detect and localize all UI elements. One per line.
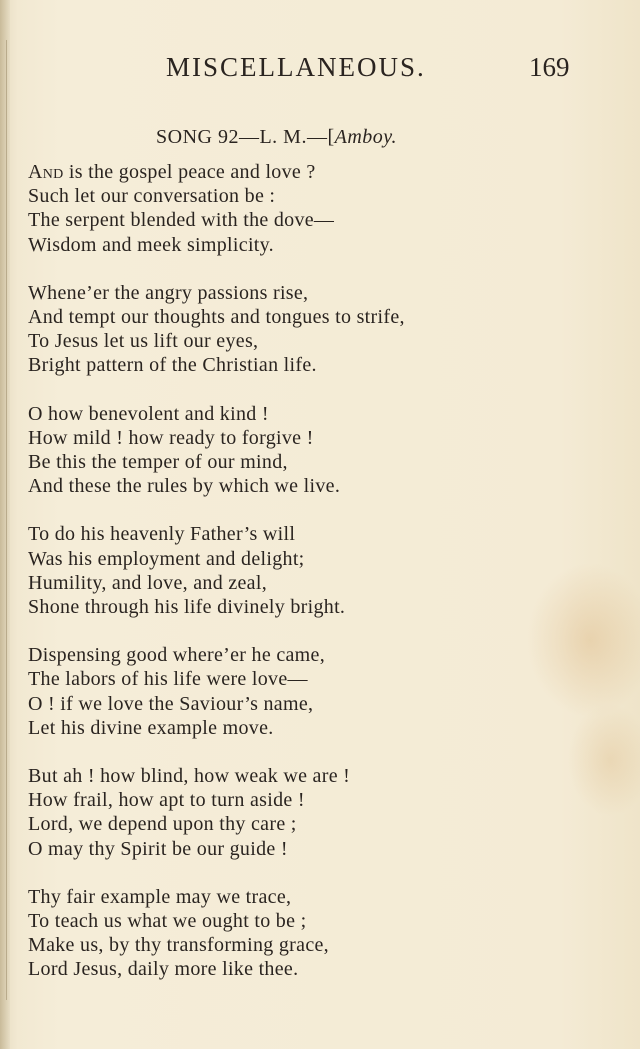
first-word: And <box>28 161 64 183</box>
stanza-line: Shone through his life divinely bright. <box>28 596 346 619</box>
stanza-line <box>28 160 618 184</box>
stanza-line: Make us, by thy transforming grace, <box>28 934 329 957</box>
song-heading-text: SONG 92—L. M.—[ <box>156 126 335 148</box>
page-number: 169 <box>529 52 570 82</box>
stanza-2 <box>28 281 618 378</box>
hymn-text <box>28 160 618 1006</box>
stanza-line: Humility, and love, and zeal, <box>28 571 268 594</box>
song-heading <box>156 126 397 149</box>
stanza-line: Lord, we depend upon thy care ; <box>28 813 297 836</box>
page-gutter <box>0 0 10 1049</box>
stanza-line: Was his employment and delight; <box>28 547 305 570</box>
stanza-1 <box>28 160 618 257</box>
stanza-line: And these the rules by which we live. <box>28 475 341 498</box>
stanza-line: To Jesus let us lift our eyes, <box>28 330 259 353</box>
stanza-4 <box>28 522 618 619</box>
stanza-line: Dispensing good where’er he came, <box>28 644 326 667</box>
stanza-line: How frail, how apt to turn aside ! <box>28 789 305 812</box>
stanza-6 <box>28 764 618 861</box>
stanza-line: Bright pattern of the Christian life. <box>28 354 317 377</box>
stanza-line: Such let our conversation be : <box>28 185 276 208</box>
stanza-line: Lord Jesus, daily more like thee. <box>28 958 299 981</box>
stanza-line: Whene’er the angry passions rise, <box>28 281 309 304</box>
stanza-line: Thy fair example may we trace, <box>28 885 292 908</box>
stanza-3 <box>28 402 618 499</box>
first-line-rest: is the gospel peace and love ? <box>63 161 316 183</box>
stanza-line: The labors of his life were love— <box>28 668 308 691</box>
running-head <box>0 52 640 88</box>
stanza-line: O how benevolent and kind ! <box>28 402 269 425</box>
stanza-line: O may thy Spirit be our guide ! <box>28 837 288 860</box>
stanza-5 <box>28 643 618 740</box>
running-title: MISCELLANEOUS. <box>166 52 426 82</box>
stanza-line: The serpent blended with the dove— <box>28 209 335 232</box>
stanza-line: To do his heavenly Father’s will <box>28 523 296 546</box>
stanza-line: Wisdom and meek simplicity. <box>28 233 274 256</box>
gutter-rule <box>6 40 7 1000</box>
stanza-line: But ah ! how blind, how weak we are ! <box>28 765 351 788</box>
stanza-line: Let his divine example move. <box>28 716 274 739</box>
stanza-line: To teach us what we ought to be ; <box>28 910 307 933</box>
stanza-line: O ! if we love the Saviour’s name, <box>28 692 314 715</box>
stanza-line: How mild ! how ready to forgive ! <box>28 426 314 449</box>
tune-name: Amboy. <box>334 126 398 148</box>
stanza-7 <box>28 885 618 982</box>
stanza-line: And tempt our thoughts and tongues to strife, <box>28 306 405 329</box>
stanza-line: Be this the temper of our mind, <box>28 451 288 474</box>
